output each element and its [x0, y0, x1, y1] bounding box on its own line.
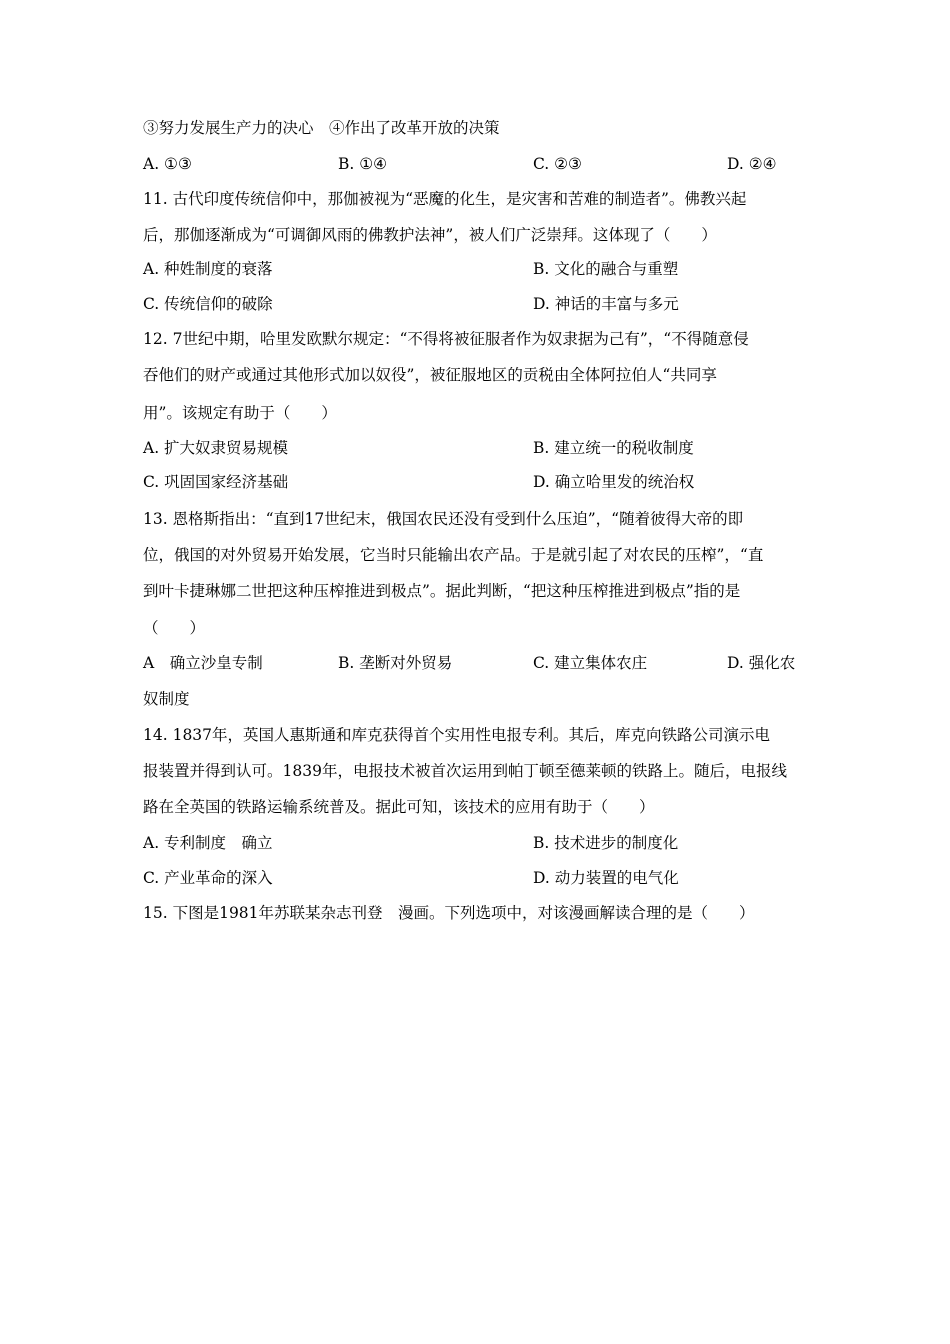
q13-option-a: A 确立沙皇专制: [143, 654, 263, 672]
question-14-line-1: 14. 1837年，英国人惠斯通和库克获得首个实用性电报专利。其后，库克向铁路公司演示电: [143, 726, 771, 744]
question-15-line-1: 15. 下图是1981年苏联某杂志刊登 漫画。下列选项中，对该漫画解读合理的是（ ）: [143, 904, 755, 922]
question-13-line-4: （ ）: [143, 619, 206, 637]
question-12-line-3: 用”。该规定有助于（ ）: [143, 404, 337, 422]
q13-option-d-wrap: 奴制度: [143, 690, 190, 708]
q13-option-b: B. 垄断对外贸易: [338, 654, 453, 672]
q12-option-b: B. 建立统一的税收制度: [533, 439, 694, 457]
q11-option-b: B. 文化的融合与重塑: [533, 260, 679, 278]
q14-option-b: B. 技术进步的制度化: [533, 834, 679, 852]
q12-option-c: C. 巩固国家经济基础: [143, 473, 289, 491]
question-12-line-2: 吞他们的财产或通过其他形式加以奴役”，被征服地区的贡税由全体阿拉伯人“共同享: [143, 366, 717, 384]
q14-option-c: C. 产业革命的深入: [143, 869, 273, 887]
q14-option-d: D. 动力装置的电气化: [533, 869, 679, 887]
question-12-line-1: 12. 7世纪中期，哈里发欧默尔规定：“不得将被征服者作为奴隶据为己有”，“不得随意侵: [143, 330, 749, 348]
question-10-continuation: ③努力发展生产力的决心 ④作出了改革开放的决策: [143, 119, 500, 137]
question-13-line-2: 位，俄国的对外贸易开始发展，它当时只能输出农产品。于是就引起了对农民的压榨”，“直: [143, 546, 764, 564]
q10-option-c: C. ②③: [533, 155, 582, 173]
q11-option-d: D. 神话的丰富与多元: [533, 295, 679, 313]
q13-option-d: D. 强化农: [727, 654, 796, 672]
question-11-line-1: 11. 古代印度传统信仰中，那伽被视为“恶魔的化生，是灾害和苦难的制造者”。佛教兴起: [143, 190, 747, 208]
q10-option-a: A. ①③: [143, 155, 192, 173]
q10-option-b: B. ①④: [338, 155, 388, 173]
question-14-line-2: 报装置并得到认可。1839年，电报技术被首次运用到帕丁顿至德莱顿的铁路上。随后，电报线: [143, 762, 787, 780]
q14-option-a: A. 专利制度 确立: [143, 834, 273, 852]
question-11-line-2: 后，那伽逐渐成为“可调御风雨的佛教护法神”，被人们广泛崇拜。这体现了（ ）: [143, 226, 717, 244]
q10-option-d: D. ②④: [727, 155, 777, 173]
question-13-line-3: 到叶卡捷琳娜二世把这种压榨推进到极点”。据此判断，“把这种压榨推进到极点”指的是: [143, 582, 741, 600]
q11-option-a: A. 种姓制度的衰落: [143, 260, 273, 278]
question-14-line-3: 路在全英国的铁路运输系统普及。据此可知，该技术的应用有助于（ ）: [143, 798, 655, 816]
question-13-line-1: 13. 恩格斯指出：“直到17世纪末，俄国农民还没有受到什么压迫”，“随着彼得大帝的即: [143, 510, 744, 528]
q13-option-c: C. 建立集体农庄: [533, 654, 648, 672]
q11-option-c: C. 传统信仰的破除: [143, 295, 273, 313]
q12-option-d: D. 确立哈里发的统治权: [533, 473, 695, 491]
q12-option-a: A. 扩大奴隶贸易规模: [143, 439, 289, 457]
